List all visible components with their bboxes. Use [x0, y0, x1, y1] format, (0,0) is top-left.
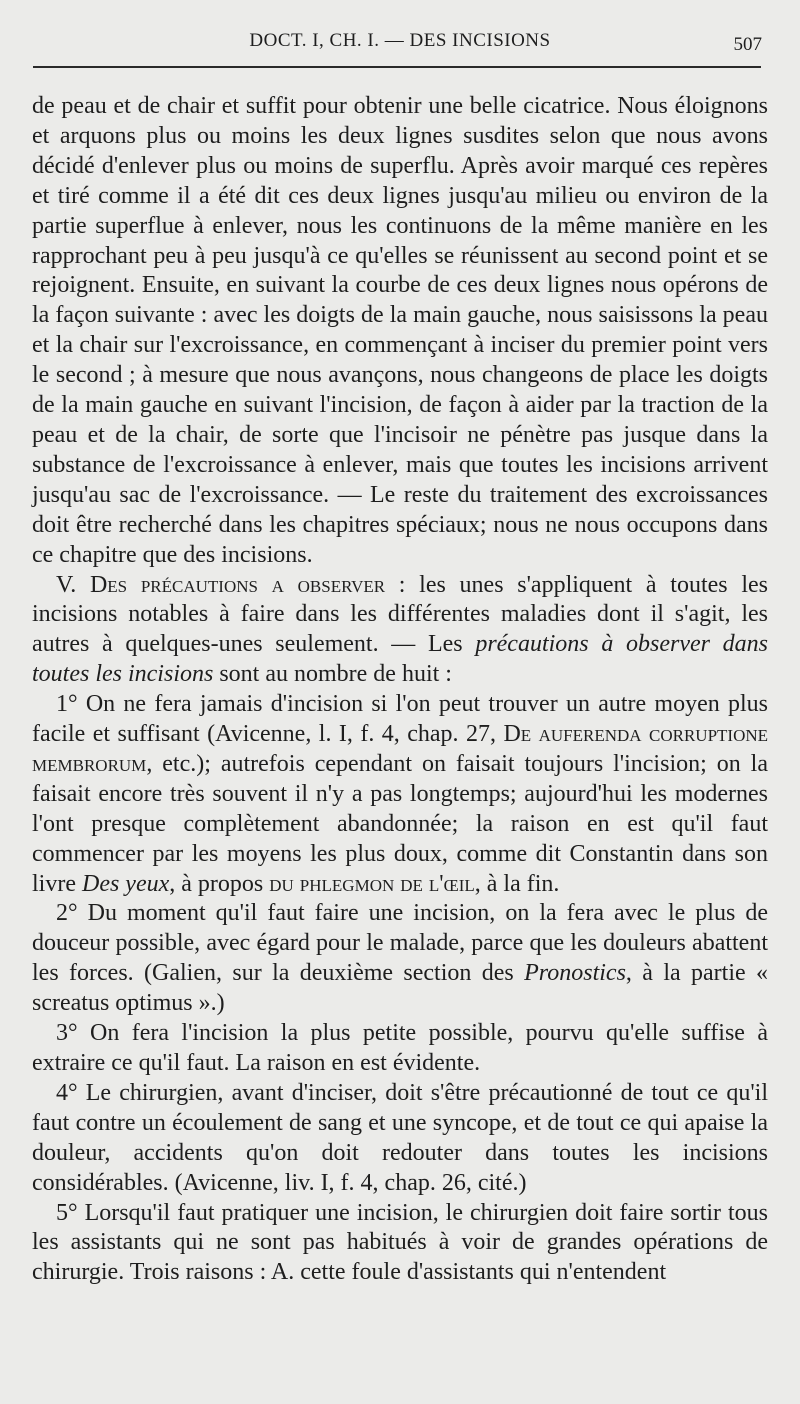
paragraph-precautions — [32, 571, 768, 691]
paragraph-text: 2° Du moment qu'il faut faire une incision, on la fera avec le plus de douceur possible, avec égard pour le malade, parce que les douleurs abattent les forces. (Galien, sur la deuxième section des — [32, 900, 768, 987]
paragraph-text: sont au nombre de huit : — [213, 661, 452, 688]
page-number: 507 — [733, 34, 762, 55]
paragraph-text: , à la partie « screatus optimus ».) — [32, 960, 769, 1017]
section-number: V. — [56, 571, 90, 598]
paragraph-text: : les unes s'appliquent à toutes les incisions notables à faire dans les différentes maladies dont il s'agit, les autres à quelques-unes seulement. — Les — [32, 571, 768, 658]
small-caps-title: De auferenda corruptione membrorum — [32, 721, 769, 777]
paragraph-item-3: 3° On fera l'incision la plus petite possible, pourvu qu'elle suffise à extraire ce qu'il faut. La raison en est évidente. — [32, 1020, 768, 1076]
running-head — [0, 28, 800, 58]
header-rule — [33, 66, 761, 68]
italic-phrase: précautions à observer dans toutes les incisions — [32, 631, 768, 688]
paragraph-text: , à la fin. — [474, 870, 560, 897]
section-heading: Des précautions a observer — [89, 571, 386, 598]
small-caps-title: du phlegmon de l'œil — [269, 870, 475, 897]
italic-title: Pronostics — [524, 960, 626, 987]
paragraph-item-1 — [32, 690, 768, 899]
paragraph-item-5: 5° Lorsqu'il faut pratiquer une incision, le chirurgien doit faire sortir tous les assistants qui ne sont pas habitués à voir de grandes opérations de chirurgie. Trois raisons : A. cette foule d'assistants qui n'entendent — [32, 1199, 768, 1286]
body-text — [32, 92, 768, 1288]
italic-title: Des yeux — [81, 870, 170, 897]
paragraph-1: de peau et de chair et suffit pour obtenir une belle cicatrice. Nous éloignons et arquons plus ou moins les deux lignes susdites selon que nous avons décidé d'enlever plus ou moins de superflu. Après avoir marqué ces repères et tiré comme il a été dit ces deux lignes jusqu'au milieu ou environ de la partie superflue à enlever, nous les continuons de la même manière en les rapprochant peu à peu jusqu'à ce qu'elles se réunissent au second point et se rejoignent. Ensuite, en suivant la courbe de ces deux lignes nous opérons de la façon suivante : avec les doigts de la main gauche, nous saisissons la peau et la chair sur l'excroissance, en commençant à inciser du premier point vers le second ; à mesure que nous avançons, nous changeons de place les doigts de la main gauche en suivant l'incision, de façon à aider par la traction de la peau et de la chair, de sorte que l'incisoir ne pénètre pas jusque dans la substance de l'excroissance à enlever, mais que toutes les incisions arrivent jusqu'au sac de l'excroissance. — Le reste du traitement des excroissances doit être recherché dans les chapitres spéciaux; nous ne nous occupons dans ce chapitre que des incisions. — [32, 93, 768, 568]
paragraph-text: , etc.); autrefois cependant on faisait toujours l'incision; on la faisait encore très souvent il n'y a pas longtemps; aujourd'hui les modernes l'ont presque complètement abandonnée; la raison en est qu'il faut commencer par les moyens les plus doux, comme dit Constantin dans son livre — [32, 750, 768, 897]
running-title: DOCT. I, CH. I. — DES INCISIONS — [249, 30, 551, 51]
paragraph-item-4: 4° Le chirurgien, avant d'inciser, doit s'être précautionné de tout ce qu'il faut contre un écoulement de sang et une syncope, et de tout ce qui apaise la douleur, accidents qu'on doit redouter dans toutes les incisions considérables. (Avicenne, liv. I, f. 4, chap. 26, cité.) — [32, 1079, 768, 1196]
paragraph-text: , à propos — [169, 870, 270, 897]
paragraph-text: 1° On ne fera jamais d'incision si l'on peut trouver un autre moyen plus facile et suffisant (Avicenne, l. I, f. 4, chap. 27, — [32, 691, 768, 748]
paragraph-item-2 — [32, 899, 768, 1019]
